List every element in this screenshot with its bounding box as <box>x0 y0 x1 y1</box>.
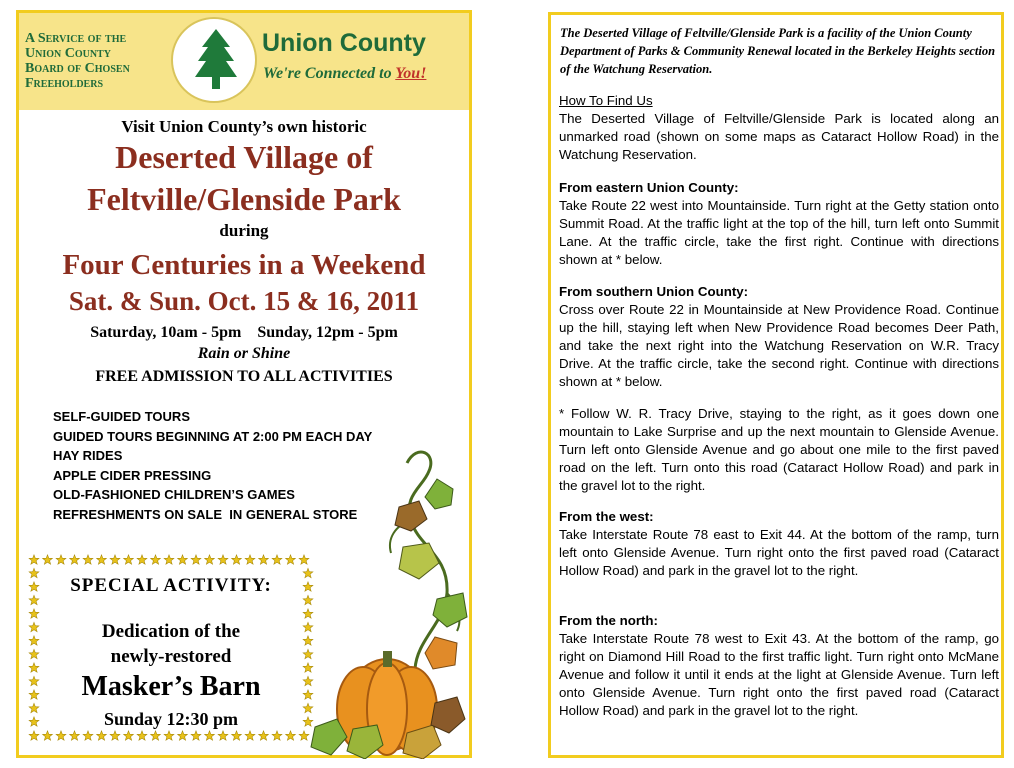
follow-section <box>559 405 999 495</box>
star-icon <box>110 555 120 564</box>
star-icon <box>43 555 53 564</box>
star-icon <box>137 555 147 564</box>
activity-item: APPLE CIDER PRESSING <box>53 467 212 483</box>
activity-item: OLD-FASHIONED CHILDREN’S GAMES <box>53 487 295 502</box>
star-icon <box>70 731 80 740</box>
find-heading: How To Find Us <box>559 93 653 108</box>
special-line-1: Dedication of the <box>101 621 241 642</box>
service-line: Union County <box>25 46 111 61</box>
star-icon <box>164 555 174 564</box>
star-icon <box>205 731 215 740</box>
star-icon <box>124 555 134 564</box>
star-icon <box>97 555 107 564</box>
star-icon <box>178 731 188 740</box>
union-county-logo <box>171 17 257 103</box>
barn-name: Masker’s Barn <box>81 671 261 702</box>
star-icon <box>56 731 66 740</box>
star-icon <box>191 555 201 564</box>
star-icon <box>272 731 282 740</box>
flyer-title-line-1: Deserted Village of <box>115 139 373 175</box>
service-notice <box>25 31 175 91</box>
rain-or-shine: Rain or Shine <box>197 345 291 362</box>
star-icon <box>83 555 93 564</box>
star-icon <box>259 555 269 564</box>
star-icon <box>164 731 174 740</box>
north-section <box>559 612 999 720</box>
leaf-icon <box>347 725 383 759</box>
star-icon <box>286 731 296 740</box>
event-dates: Sat. & Sun. Oct. 15 & 16, 2011 <box>68 286 420 316</box>
star-icon <box>205 555 215 564</box>
star-icon <box>259 731 269 740</box>
service-line: Board of Chosen <box>25 61 130 76</box>
leaf-icon <box>425 637 457 669</box>
north-heading: From the north: <box>559 613 658 628</box>
event-name: Four Centuries in a Weekend <box>62 249 426 281</box>
star-icon <box>272 555 282 564</box>
star-icon <box>191 731 201 740</box>
star-icon <box>29 609 39 618</box>
star-icon <box>232 555 242 564</box>
follow-text: * Follow W. R. Tracy Drive, staying to the right, as it goes down one mountain to Lake Surprise and up the next mountain to Glenside Avenue. Turn left onto Glenside Avenue and go about one mile to the first paved road on the left. Turn onto this road (Cataract Hollow Road) and park in the gravel lot to the right. <box>559 406 999 493</box>
visit-line: Visit Union County’s own historic <box>121 117 367 136</box>
activity-item: SELF-GUIDED TOURS <box>53 409 190 424</box>
leaf-icon <box>399 543 439 579</box>
activity-item: HAY RIDES <box>53 448 123 463</box>
eastern-heading: From eastern Union County: <box>559 180 739 195</box>
star-icon <box>286 555 296 564</box>
eastern-text: Take Route 22 west into Mountainside. Turn right at the Getty station onto Summit Road. At the traffic light at the top of the hill, turn left onto Summit Lane. At the traffic circle, take the first right. Continue with directions shown at * below. <box>559 198 999 267</box>
star-icon <box>43 731 53 740</box>
event-flyer <box>16 10 472 758</box>
southern-section <box>559 283 999 391</box>
flyer-title-line-2: Feltville/Glenside Park <box>87 181 401 217</box>
star-icon <box>29 731 39 740</box>
tagline-accent: You! <box>395 65 427 82</box>
find-section <box>559 92 999 164</box>
star-icon <box>110 731 120 740</box>
special-line-2: newly-restored <box>110 646 232 667</box>
star-icon <box>245 731 255 740</box>
activity-item: REFRESHMENTS ON SALE IN GENERAL STORE <box>53 506 358 522</box>
facility-intro: The Deserted Village of Feltville/Glenside Park is a facility of the Union County Department of Parks & Community Renewal located in the Berkeley Heights section of the Watchung Reservation. <box>560 26 996 76</box>
star-icon <box>124 731 134 740</box>
star-icon <box>245 555 255 564</box>
star-icon <box>151 731 161 740</box>
leaf-icon <box>431 697 465 733</box>
service-line: A Service of the <box>25 31 127 46</box>
find-text: The Deserted Village of Feltville/Glenside Park is located along an unmarked road (shown on some maps as Cataract Hollow Road) in the Watchung Reservation. <box>559 111 999 162</box>
special-time: Sunday 12:30 pm <box>103 709 239 729</box>
west-section <box>559 508 999 580</box>
directions-page <box>548 12 1004 758</box>
special-heading: SPECIAL ACTIVITY: <box>70 575 272 596</box>
leaf-icon <box>425 479 453 509</box>
free-admission: FREE ADMISSION TO ALL ACTIVITIES <box>95 368 393 385</box>
west-text: Take Interstate Route 78 east to Exit 44. At the bottom of the ramp, turn left onto Glenside Avenue. Turn right onto the first paved road (Cataract Hollow Road) and park in the gravel lot to the right. <box>559 527 999 578</box>
star-icon <box>218 555 228 564</box>
star-icon <box>218 731 228 740</box>
star-icon <box>178 555 188 564</box>
pine-tree-icon <box>193 27 239 95</box>
during-text: during <box>219 221 269 240</box>
west-heading: From the west: <box>559 509 654 524</box>
star-icon <box>151 555 161 564</box>
tagline-main: We're Connected to <box>263 65 396 82</box>
pumpkin-vine-illustration <box>307 443 469 759</box>
special-activity-box <box>27 553 315 743</box>
activity-item: GUIDED TOURS BEGINNING AT 2:00 PM EACH DAY <box>53 428 373 444</box>
event-hours: Saturday, 10am - 5pm Sunday, 12pm - 5pm <box>90 324 398 341</box>
star-icon <box>29 555 39 564</box>
star-icon <box>83 731 93 740</box>
star-icon <box>97 731 107 740</box>
star-icon <box>70 555 80 564</box>
star-icon <box>56 555 66 564</box>
eastern-section <box>559 179 999 269</box>
service-line: Freeholders <box>25 76 104 91</box>
leaf-icon <box>395 501 427 531</box>
southern-text: Cross over Route 22 in Mountainside at New Providence Road. Continue up the hill, staying left when New Providence Road becomes Deer Path, and take the next right into the Watchung Reservation on W.R. Tracy Drive. At the traffic circle, take the second right. Continue with directions shown at * below. <box>559 302 999 389</box>
star-icon <box>137 731 147 740</box>
flyer-header <box>19 13 469 110</box>
north-text: Take Interstate Route 78 west to Exit 43. At the bottom of the ramp, go right on Diamond Hill Road to the first traffic light. Turn right onto McMane Avenue and follow it until it ends at the light at Glenside Avenue. Turn left onto Glenside Avenue. Turn right onto the first paved road (Cataract Hollow Road) and park in the gravel lot to the right. <box>559 631 999 718</box>
county-tagline <box>263 65 426 83</box>
star-icon <box>232 731 242 740</box>
southern-heading: From southern Union County: <box>559 284 749 299</box>
county-name: Union County <box>262 29 426 57</box>
